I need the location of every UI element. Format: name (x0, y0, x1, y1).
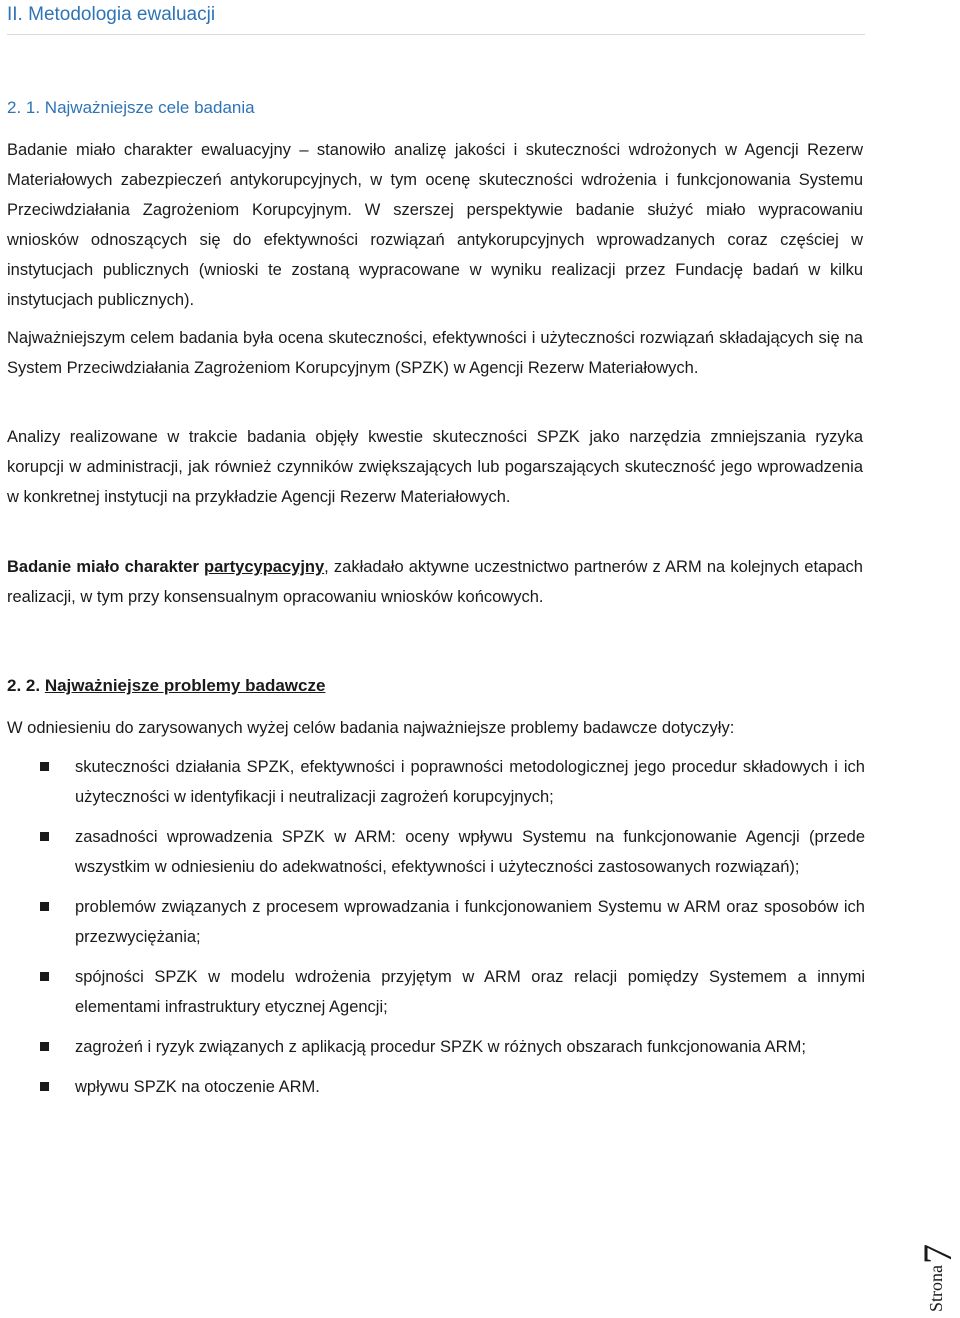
paragraph-analysis-scope: Analizy realizowane w trakcie badania objęły kwestie skuteczności SPZK jako narzędzia zmniejszania ryzyka korupcji w administracji, jak również czynników zwiększających lub pogarszających skuteczność jego wprowadzenia w konkretnej instytucji na przykładzie Agencji Rezerw Materiałowych. (7, 428, 863, 506)
chapter-divider (7, 34, 865, 35)
section-title-underlined: Najważniejsze problemy badawcze (44, 676, 326, 695)
chapter-title: II. Metodologia ewaluacji (7, 4, 216, 25)
list-item-text: zasadności wprowadzenia SPZK w ARM: oceny wpływu Systemu na funkcjonowanie Agencji (przede wszystkim w odniesieniu do adekwatności, efektywności i użyteczności zastosowanych rozwiązań); (75, 828, 865, 876)
list-item-text: zagrożeń i ryzyk związanych z aplikacją procedur SPZK w różnych obszarach funkcjonowania ARM; (75, 1038, 806, 1056)
square-bullet-icon (40, 902, 49, 911)
participatory-rest-text: , zakładało aktywne uczestnictwo partnerów z ARM na kolejnych etapach realizacji, w tym przy konsensualnym opracowaniu wniosków końcowych. (7, 558, 863, 606)
research-problems-list (0, 752, 865, 1112)
list-item (0, 1032, 865, 1062)
list-item (0, 822, 865, 882)
list-item-text: skuteczności działania SPZK, efektywności i poprawności metodologicznej jego procedur składowych i ich użyteczności w identyfikacji i neutralizacji zagrożeń korupcyjnych; (75, 758, 865, 806)
list-item (0, 962, 865, 1022)
list-item (0, 892, 865, 952)
paragraph-problems-intro: W odniesieniu do zarysowanych wyżej celów badania najważniejsze problemy badawcze dotyczyły: (7, 719, 735, 737)
page-footer (916, 1118, 960, 1318)
page-number: 7 (915, 1244, 960, 1264)
list-item (0, 752, 865, 812)
square-bullet-icon (40, 1042, 49, 1051)
paragraph-evaluation-character: Badanie miało charakter ewaluacyjny – stanowiło analizę jakości i skuteczności wdrożonych w Agencji Rezerw Materiałowych zabezpieczeń antykorupcyjnych, w tym ocenę skuteczności wdrożenia i funkcjonowania Systemu Przeciwdziałania Zagrożeniom Korupcyjnym. W szerszej perspektywie badanie służyć miało wypracowaniu wniosków odnoszących się do efektywności rozwiązań antykorupcyjnych wprowadzanych coraz częściej w instytucjach publicznych (wnioski te zostaną wypracowane w wyniku realizacji przez Fundację badań w kilku instytucjach publicznych). (7, 141, 863, 309)
list-item-text: spójności SPZK w modelu wdrożenia przyjętym w ARM oraz relacji pomiędzy Systemem a innymi elementami infrastruktury etycznej Agencji; (75, 968, 865, 1016)
section-heading-goals: 2. 1. Najważniejsze cele badania (7, 98, 255, 117)
participatory-bold-text: Badanie miało charakter (7, 558, 205, 576)
list-item-text: problemów związanych z procesem wprowadzania i funkcjonowaniem Systemu w ARM oraz sposobów ich przezwyciężania; (75, 898, 865, 946)
participatory-keyword: partycypacyjny (204, 558, 325, 576)
square-bullet-icon (40, 1082, 49, 1091)
page-label: Strona (926, 1265, 946, 1312)
paragraph-main-goal: Najważniejszym celem badania była ocena skuteczności, efektywności i użyteczności rozwiązań składających się na System Przeciwdziałania Zagrożeniom Korupcyjnym (SPZK) w Agencji Rezerw Materiałowych. (7, 329, 863, 377)
section-number: 2. 2. (7, 676, 45, 695)
square-bullet-icon (40, 762, 49, 771)
section-heading-problems (7, 674, 325, 698)
paragraph-participatory (7, 552, 863, 612)
square-bullet-icon (40, 832, 49, 841)
list-item-text: wpływu SPZK na otoczenie ARM. (75, 1078, 320, 1096)
list-item (0, 1072, 865, 1102)
square-bullet-icon (40, 972, 49, 981)
